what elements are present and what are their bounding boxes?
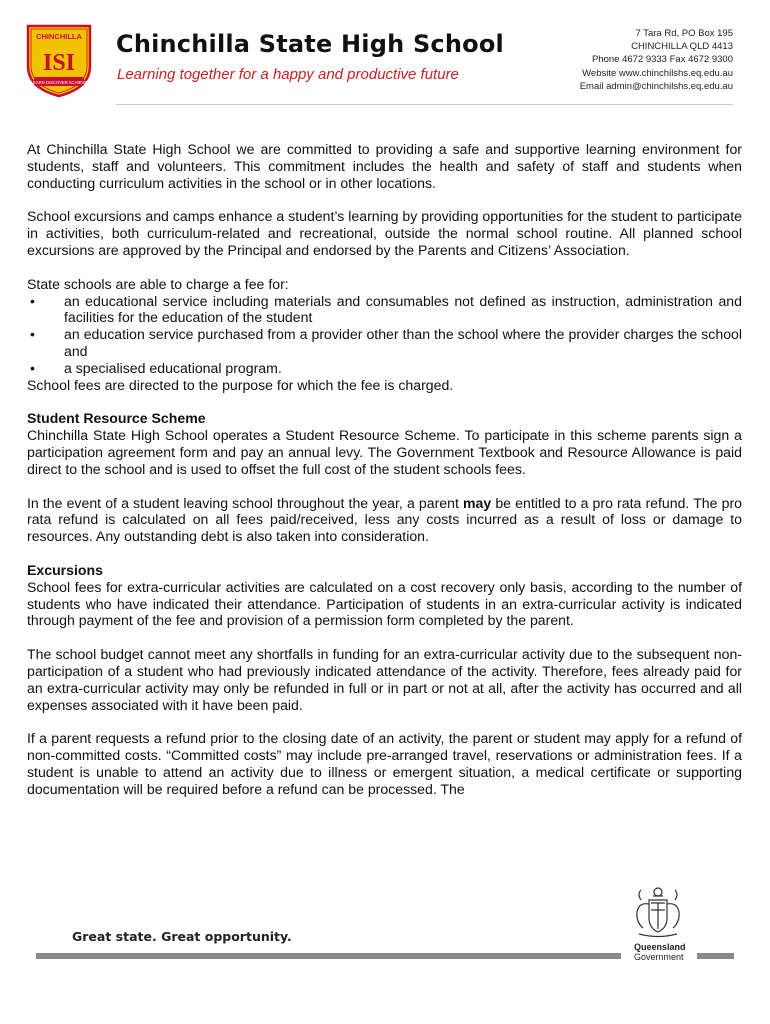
- refund-text-bold: may: [463, 494, 492, 511]
- document-body: [27, 141, 742, 798]
- crest-bottom-text: LEARN DISCOVER ACHIEVE: [30, 80, 88, 85]
- crest-top-text: CHINCHILLA: [36, 32, 82, 41]
- contact-email: Email admin@chinchilshs.eq.edu.au: [579, 80, 733, 92]
- para-student-resource-scheme: Chinchilla State High School operates a Student Resource Scheme. To participate in this scheme parents sign a participation agreement form and pay an annual levy. The Government Textbook and Resource Allowance is paid direct to the school and is used to offset the full cost of the student schools fees.: [27, 427, 742, 477]
- school-crest-logo: [22, 22, 96, 98]
- fees-intro: State schools are able to charge a fee for:: [27, 275, 289, 292]
- contact-address: 7 Tara Rd, PO Box 195: [635, 28, 733, 39]
- para-refund-request: If a parent requests a refund prior to the closing date of an activity, the parent or student may apply for a refund of non-committed costs. “Committed costs” may include pre-arranged travel, reservations or administration fees. If a student is unable to attend an activity due to illness or emergent situation, a medical certificate or supporting documentation will be required before a refund can be processed. The: [27, 730, 742, 797]
- fee-list: [27, 293, 742, 377]
- gov-line-1: Queensland: [634, 942, 686, 952]
- header-divider: [116, 104, 733, 105]
- school-tagline: Learning together for a happy and productive future: [117, 66, 459, 83]
- heading-student-resource-scheme: Student Resource Scheme: [27, 410, 206, 427]
- queensland-coat-of-arms-icon: [627, 882, 689, 940]
- school-name: Chinchilla State High School: [116, 30, 504, 58]
- para-pro-rata-refund: [27, 495, 742, 545]
- list-item: • a specialised educational program.: [27, 360, 742, 377]
- refund-text-before: In the event of a student leaving school throughout the year, a parent: [27, 494, 463, 511]
- footer-bar-right: [697, 953, 734, 959]
- list-item: • an educational service including materials and consumables not defined as instruction, administration and facilities for the education of the student: [27, 293, 742, 327]
- heading-excursions: Excursions: [27, 561, 103, 578]
- para-budget: The school budget cannot meet any shortfalls in funding for an extra-curricular activity due to the subsequent non-participation of a student who had previously indicated attendance of the activity. Therefore, fees already paid for an extra-curricular activity may only be refunded in full or in part or not at all, after the activity has occurred and all expenses associated with it have been paid.: [27, 646, 742, 713]
- contact-website: Website www.chinchilshs.eq.edu.au: [582, 67, 733, 79]
- contact-locality: CHINCHILLA QLD 4413: [631, 41, 733, 53]
- para-excursions-intro: School excursions and camps enhance a student’s learning by providing opportunities for the student to participate in activities, both curriculum-related and recreational, outside the normal school routine. All planned school excursions are approved by the Principal and endorsed by the Parents and Citizens’ Association.: [27, 208, 742, 258]
- contact-block: [580, 27, 733, 93]
- footer-slogan: Great state. Great opportunity.: [72, 929, 292, 944]
- footer-bar: [36, 953, 621, 959]
- gov-line-2: Government: [634, 952, 684, 962]
- fees-directed: School fees are directed to the purpose for which the fee is charged.: [27, 376, 454, 393]
- queensland-government-wordmark: [634, 942, 686, 962]
- para-excursions-fees: School fees for extra-curricular activities are calculated on a cost recovery only basis, according to the number of students who have indicated their attendance. Participation of students in an extra-curricular activity is indicated through payment of the fee and provision of a permission form completed by the parent.: [27, 578, 742, 629]
- list-item: • an education service purchased from a provider other than the school where the provider charges the school and: [27, 326, 742, 360]
- para-commitment: At Chinchilla State High School we are committed to providing a safe and supportive learning environment for students, staff and volunteers. This commitment includes the health and safety of staff and students when conducting curriculum activities in the school or in other locations.: [27, 141, 742, 191]
- crest-monogram: ISI: [42, 50, 76, 76]
- refund-text-after: be entitled to a pro rata refund. The pro rata refund is calculated on all fees paid/received, less any costs incurred as a result of loss or damage to resources. Any outstanding debt is also taken into consideration.: [27, 494, 742, 545]
- contact-phone-fax: Phone 4672 9333 Fax 4672 9300: [591, 54, 733, 66]
